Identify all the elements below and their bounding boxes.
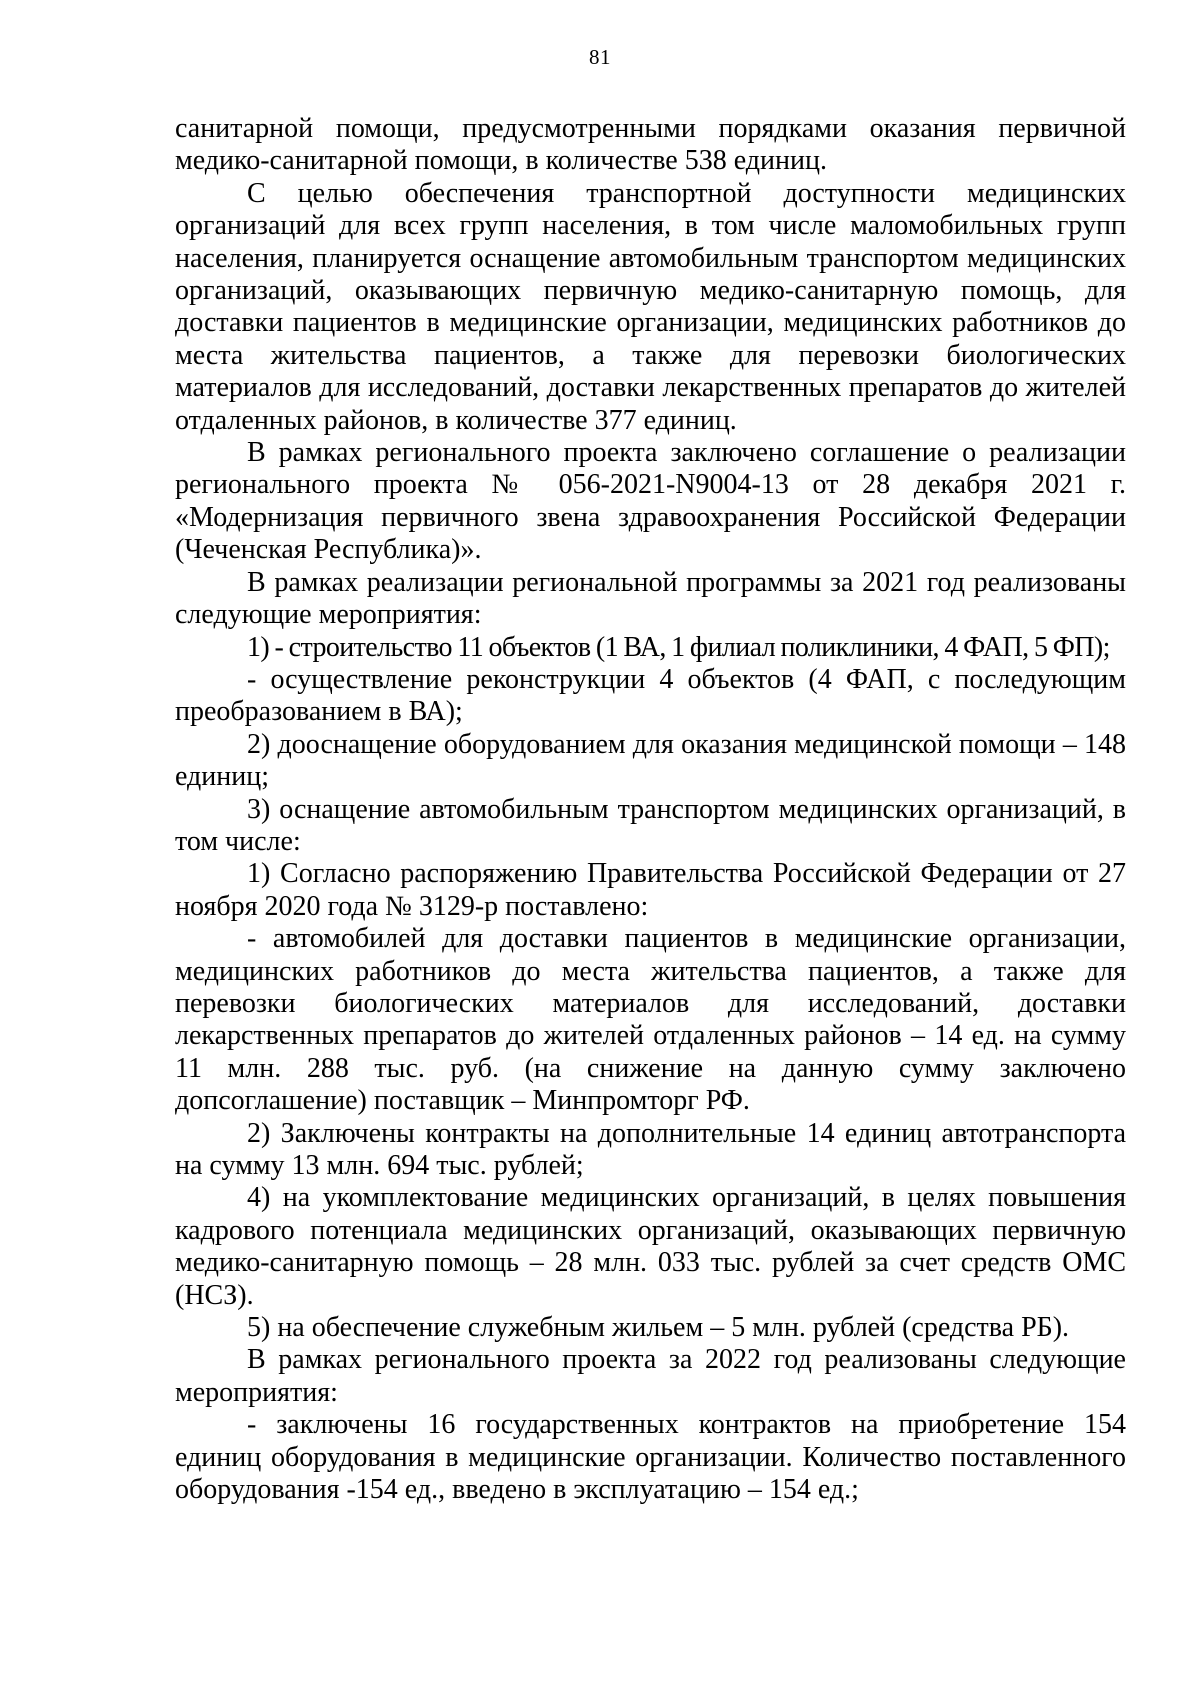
paragraph-4: В рамках реализации региональной программы за 2021 год реализованы следующие мероприятия: <box>175 566 1126 631</box>
paragraph-6: - осуществление реконструкции 4 объектов (4 ФАП, с последующим преобразованием в ВА); <box>175 663 1126 728</box>
paragraph-9: 1) Согласно распоряжению Правительства Российской Федерации от 27 ноября 2020 года № 3129-р поставлено: <box>175 858 1126 922</box>
paragraph-1: санитарной помощи, предусмотренными порядками оказания первичной медико-санитарной помощи, в количестве 538 единиц. <box>175 113 1126 177</box>
paragraph-15: - заключены 16 государственных контрактов на приобретение 154 единиц оборудования в медицинские организации. Количество поставленного оборудования -154 ед., введено в эксплуатацию – 154 ед.; <box>175 1409 1126 1506</box>
paragraph-2: С целью обеспечения транспортной доступности медицинских организаций для всех групп населения, в том числе маломобильных групп населения, планируется оснащение автомобильным транспортом медицинских организаций, оказывающих первичную медико-санитарную помощь, для доставки пациентов в медицинские организации, медицинских работников до места жительства пациентов, а также для перевозки биологических материалов для исследований, доставки лекарственных препаратов до жителей отдаленных районов, в количестве 377 единиц. <box>175 177 1126 436</box>
paragraph-13: 5) на обеспечение служебным жильем – 5 млн. рублей (средства РБ). <box>247 1312 1070 1344</box>
paragraph-5: 1) - строительство 11 объектов (1 ВА, 1 филиал поликлиники, 4 ФАП, 5 ФП); <box>247 631 1110 663</box>
paragraph-12: 4) на укомплектование медицинских организаций, в целях повышения кадрового потенциала медицинских организаций, оказывающих первичную медико-санитарную помощь – 28 млн. 033 тыс. рублей за счет средств ОМС (НСЗ). <box>175 1182 1126 1311</box>
paragraph-3: В рамках регионального проекта заключено соглашение о реализации регионального проекта № 056-2021-N9004-13 от 28 декабря 2021 г. «Модернизация первичного звена здравоохранения Российской Федерации (Чеченская Республика)». <box>175 437 1126 566</box>
page-number: 81 <box>589 45 611 69</box>
paragraph-14: В рамках регионального проекта за 2022 год реализованы следующие мероприятия: <box>175 1344 1126 1408</box>
paragraph-8: 3) оснащение автомобильным транспортом медицинских организаций, в том числе: <box>175 793 1126 857</box>
paragraph-10: - автомобилей для доставки пациентов в медицинские организации, медицинских работников до места жительства пациентов, а также для перевозки биологических материалов для исследований, доставки лекарственных препаратов до жителей отдаленных районов – 14 ед. на сумму 11 млн. 288 тыс. руб. (на снижение на данную сумму заключено допсоглашение) поставщик – Минпромторг РФ. <box>175 923 1126 1117</box>
paragraph-11: 2) Заключены контракты на дополнительные 14 единиц автотранспорта на сумму 13 млн. 694 тыс. рублей; <box>175 1117 1126 1181</box>
paragraph-7: 2) дооснащение оборудованием для оказания медицинской помощи – 148 единиц; <box>175 728 1126 793</box>
document-body <box>175 113 1126 1506</box>
